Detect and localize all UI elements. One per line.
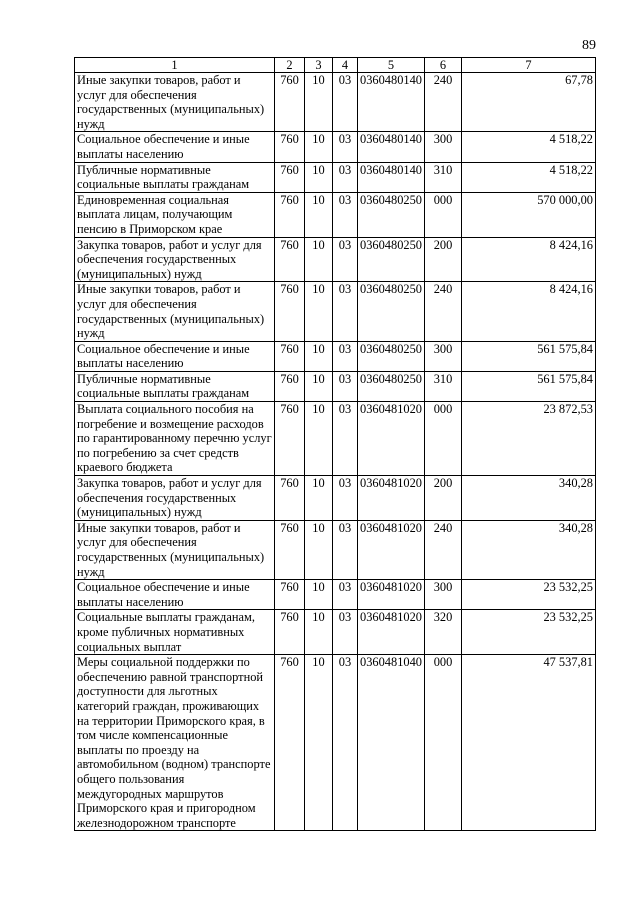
- row-name-cell: Меры социальной поддержки по обеспечению равной транспортной доступности для льготных категорий граждан, проживающих на территории Приморского края, в том числе компенсационные выплаты по проезду на автомобильном (водном) транспорте общего пользования междугородных маршрутов Приморского края и пригородном железнодорожном транспорте: [75, 655, 275, 831]
- admin-code-cell: 760: [275, 237, 305, 282]
- amount-cell: 23 872,53: [462, 402, 596, 476]
- column-header: 6: [425, 58, 462, 73]
- target-article-cell: 0360480250: [358, 371, 425, 401]
- expense-type-cell: 300: [425, 132, 462, 162]
- amount-cell: 8 424,16: [462, 282, 596, 341]
- target-article-cell: 0360481040: [358, 655, 425, 831]
- expense-type-cell: 200: [425, 237, 462, 282]
- row-name-cell: Иные закупки товаров, работ и услуг для обеспечения государственных (муниципальных) нужд: [75, 520, 275, 579]
- amount-cell: 340,28: [462, 520, 596, 579]
- section-cell: 10: [305, 237, 333, 282]
- section-cell: 10: [305, 610, 333, 655]
- target-article-cell: 0360480250: [358, 282, 425, 341]
- table-row: [75, 237, 596, 282]
- header-row: [75, 58, 596, 73]
- subsection-cell: 03: [333, 580, 358, 610]
- expense-type-cell: 000: [425, 655, 462, 831]
- target-article-cell: 0360480140: [358, 73, 425, 132]
- column-header: 2: [275, 58, 305, 73]
- table-row: [75, 580, 596, 610]
- amount-cell: 67,78: [462, 73, 596, 132]
- table-row: [75, 132, 596, 162]
- target-article-cell: 0360481020: [358, 520, 425, 579]
- admin-code-cell: 760: [275, 341, 305, 371]
- amount-cell: 561 575,84: [462, 341, 596, 371]
- section-cell: 10: [305, 580, 333, 610]
- row-name-cell: Иные закупки товаров, работ и услуг для обеспечения государственных (муниципальных) нужд: [75, 282, 275, 341]
- section-cell: 10: [305, 476, 333, 521]
- admin-code-cell: 760: [275, 610, 305, 655]
- amount-cell: 23 532,25: [462, 580, 596, 610]
- admin-code-cell: 760: [275, 655, 305, 831]
- row-name-cell: Социальное обеспечение и иные выплаты населению: [75, 580, 275, 610]
- row-name-cell: Социальное обеспечение и иные выплаты населению: [75, 341, 275, 371]
- admin-code-cell: 760: [275, 132, 305, 162]
- table-row: [75, 520, 596, 579]
- subsection-cell: 03: [333, 520, 358, 579]
- table-row: [75, 162, 596, 192]
- admin-code-cell: 760: [275, 73, 305, 132]
- subsection-cell: 03: [333, 132, 358, 162]
- table-row: [75, 476, 596, 521]
- expense-type-cell: 240: [425, 282, 462, 341]
- admin-code-cell: 760: [275, 520, 305, 579]
- subsection-cell: 03: [333, 610, 358, 655]
- row-name-cell: Публичные нормативные социальные выплаты гражданам: [75, 162, 275, 192]
- subsection-cell: 03: [333, 341, 358, 371]
- column-header: 4: [333, 58, 358, 73]
- table-row: [75, 371, 596, 401]
- admin-code-cell: 760: [275, 282, 305, 341]
- amount-cell: 47 537,81: [462, 655, 596, 831]
- target-article-cell: 0360480250: [358, 237, 425, 282]
- expense-type-cell: 310: [425, 162, 462, 192]
- row-name-cell: Закупка товаров, работ и услуг для обеспечения государственных (муниципальных) нужд: [75, 476, 275, 521]
- expense-type-cell: 240: [425, 520, 462, 579]
- table-row: [75, 192, 596, 237]
- expense-type-cell: 310: [425, 371, 462, 401]
- section-cell: 10: [305, 655, 333, 831]
- expense-type-cell: 000: [425, 192, 462, 237]
- subsection-cell: 03: [333, 162, 358, 192]
- subsection-cell: 03: [333, 402, 358, 476]
- admin-code-cell: 760: [275, 162, 305, 192]
- table-row: [75, 402, 596, 476]
- row-name-cell: Единовременная социальная выплата лицам, получающим пенсию в Приморском крае: [75, 192, 275, 237]
- expense-type-cell: 200: [425, 476, 462, 521]
- subsection-cell: 03: [333, 655, 358, 831]
- expense-type-cell: 300: [425, 580, 462, 610]
- target-article-cell: 0360481020: [358, 610, 425, 655]
- amount-cell: 561 575,84: [462, 371, 596, 401]
- admin-code-cell: 760: [275, 476, 305, 521]
- row-name-cell: Иные закупки товаров, работ и услуг для обеспечения государственных (муниципальных) нужд: [75, 73, 275, 132]
- target-article-cell: 0360481020: [358, 580, 425, 610]
- target-article-cell: 0360481020: [358, 476, 425, 521]
- admin-code-cell: 760: [275, 580, 305, 610]
- column-header: 7: [462, 58, 596, 73]
- section-cell: 10: [305, 73, 333, 132]
- section-cell: 10: [305, 192, 333, 237]
- row-name-cell: Закупка товаров, работ и услуг для обеспечения государственных (муниципальных) нужд: [75, 237, 275, 282]
- row-name-cell: Публичные нормативные социальные выплаты гражданам: [75, 371, 275, 401]
- expense-type-cell: 000: [425, 402, 462, 476]
- table-row: [75, 610, 596, 655]
- section-cell: 10: [305, 371, 333, 401]
- subsection-cell: 03: [333, 371, 358, 401]
- row-name-cell: Социальное обеспечение и иные выплаты населению: [75, 132, 275, 162]
- amount-cell: 23 532,25: [462, 610, 596, 655]
- amount-cell: 4 518,22: [462, 132, 596, 162]
- expense-type-cell: 240: [425, 73, 462, 132]
- column-header: 3: [305, 58, 333, 73]
- amount-cell: 8 424,16: [462, 237, 596, 282]
- budget-table: [74, 57, 596, 831]
- column-header: 5: [358, 58, 425, 73]
- subsection-cell: 03: [333, 476, 358, 521]
- subsection-cell: 03: [333, 73, 358, 132]
- section-cell: 10: [305, 402, 333, 476]
- section-cell: 10: [305, 282, 333, 341]
- section-cell: 10: [305, 162, 333, 192]
- section-cell: 10: [305, 341, 333, 371]
- target-article-cell: 0360480140: [358, 132, 425, 162]
- row-name-cell: Социальные выплаты гражданам, кроме публичных нормативных социальных выплат: [75, 610, 275, 655]
- subsection-cell: 03: [333, 192, 358, 237]
- subsection-cell: 03: [333, 282, 358, 341]
- admin-code-cell: 760: [275, 371, 305, 401]
- section-cell: 10: [305, 520, 333, 579]
- amount-cell: 570 000,00: [462, 192, 596, 237]
- target-article-cell: 0360480250: [358, 341, 425, 371]
- table-row: [75, 73, 596, 132]
- expense-type-cell: 320: [425, 610, 462, 655]
- target-article-cell: 0360481020: [358, 402, 425, 476]
- amount-cell: 4 518,22: [462, 162, 596, 192]
- table-row: [75, 655, 596, 831]
- table-row: [75, 341, 596, 371]
- row-name-cell: Выплата социального пособия на погребение и возмещение расходов по гарантированному перечню услуг по погребению за счет средств краевого бюджета: [75, 402, 275, 476]
- section-cell: 10: [305, 132, 333, 162]
- table-row: [75, 282, 596, 341]
- target-article-cell: 0360480250: [358, 192, 425, 237]
- target-article-cell: 0360480140: [358, 162, 425, 192]
- amount-cell: 340,28: [462, 476, 596, 521]
- expense-type-cell: 300: [425, 341, 462, 371]
- page-number: 89: [582, 38, 596, 53]
- admin-code-cell: 760: [275, 402, 305, 476]
- subsection-cell: 03: [333, 237, 358, 282]
- admin-code-cell: 760: [275, 192, 305, 237]
- column-header: 1: [75, 58, 275, 73]
